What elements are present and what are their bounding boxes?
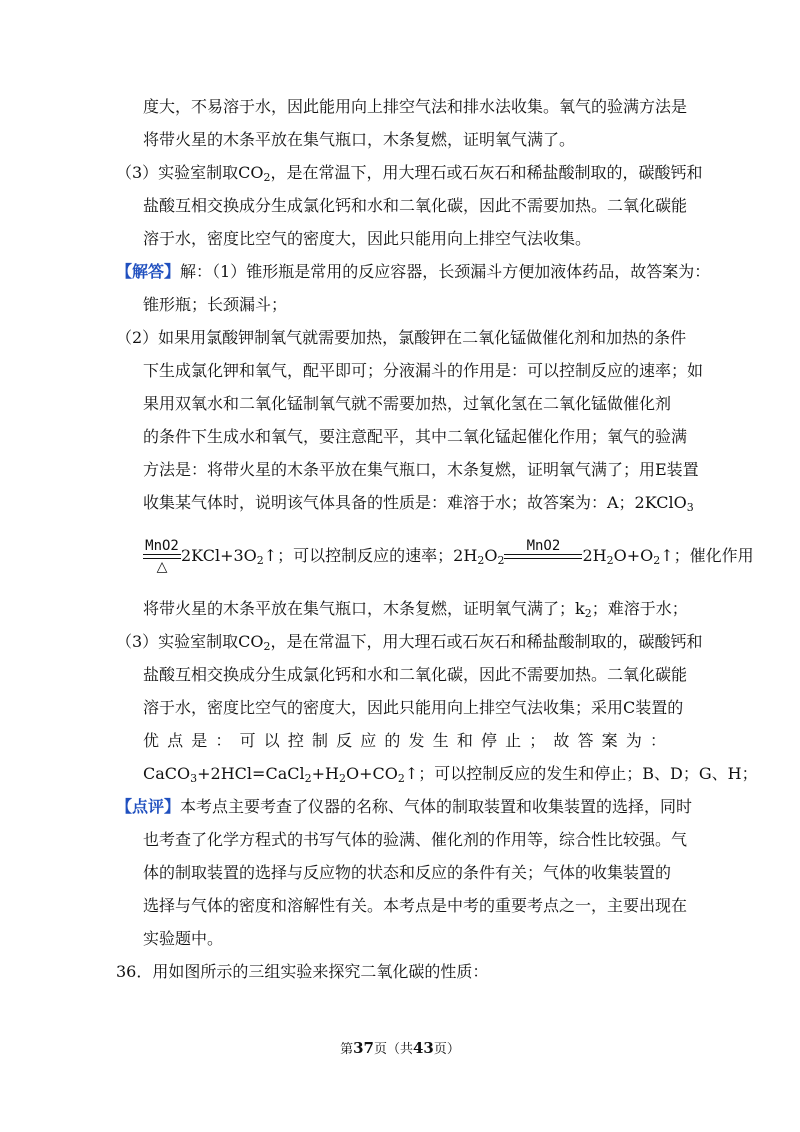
justified-char: 案 xyxy=(601,731,618,750)
text-span: CaCO xyxy=(143,764,191,783)
justified-char: 故 xyxy=(553,731,570,750)
justified-char: 反 xyxy=(336,731,353,750)
justified-char: 应 xyxy=(360,731,377,750)
subscript: 3 xyxy=(686,501,694,514)
text-span: O xyxy=(484,546,498,565)
subscript: 2 xyxy=(304,772,312,785)
subscript: 2 xyxy=(397,772,405,785)
justified-char: 控 xyxy=(287,731,304,750)
text-line: 盐酸互相交换成分生成氯化钙和水和二氧化碳，因此不需要加热。二氧化碳能 xyxy=(143,665,688,684)
text-line xyxy=(116,162,703,184)
text-span: ；难溶于水； xyxy=(591,599,688,618)
subscript: 2 xyxy=(263,171,271,184)
text-line: 也考查了化学方程式的书写气体的验满、催化剂的作用等，综合性比较强。气 xyxy=(143,830,688,849)
justified-char: ： xyxy=(215,731,232,750)
subscript: 2 xyxy=(606,554,614,567)
text-span: （3）实验室制取CO xyxy=(116,163,264,182)
text-line: 下生成氯化钾和氧气，配平即可；分液漏斗的作用是：可以控制反应的速率；如 xyxy=(143,361,704,380)
text-span: （3）实验室制取CO xyxy=(116,632,264,651)
text-span: O+CO xyxy=(345,764,398,783)
heat-symbol: △ xyxy=(156,559,168,575)
text-line: 度大，不易溶于水，因此能用向上排空气法和排水法收集。氧气的验满方法是 xyxy=(143,97,688,116)
footer-text: 页（共 xyxy=(373,1042,413,1057)
justified-text-line xyxy=(143,730,666,752)
text-line xyxy=(143,763,758,785)
justified-char: 生 xyxy=(432,731,449,750)
text-span: ，是在常温下，用大理石或石灰石和稀盐酸制取的，碳酸钙和 xyxy=(270,632,703,651)
subscript: 2 xyxy=(263,640,271,653)
justified-char: ： xyxy=(649,731,666,750)
subscript: 2 xyxy=(584,607,592,620)
justified-char: 和 xyxy=(456,731,473,750)
total-pages: 43 xyxy=(413,1039,434,1057)
comment-line xyxy=(116,796,692,818)
text-span: 本考点主要考查了仪器的名称、气体的制取装置和收集装置的选择，同时 xyxy=(180,797,693,816)
justified-char: ； xyxy=(529,731,546,750)
text-span: 解：（1）锥形瓶是常用的反应容器，长颈漏斗方便加液体药品，故答案为： xyxy=(180,262,711,281)
equation-line xyxy=(143,538,754,575)
footer-text: 页） xyxy=(433,1042,460,1057)
text-span: 2KCl+3O xyxy=(181,546,257,565)
text-line: 果用双氧水和二氧化锰制氧气就不需要加热，过氧化氢在二氧化锰做催化剂 xyxy=(143,394,672,413)
text-line: 方法是：将带火星的木条平放在集气瓶口，木条复燃，证明氧气满了；用E装置 xyxy=(143,460,699,479)
text-line: 溶于水，密度比空气的密度大，因此只能用向上排空气法收集。 xyxy=(143,229,592,248)
text-span: 将带火星的木条平放在集气瓶口，木条复燃，证明氧气满了；k xyxy=(143,599,585,618)
justified-char: 为 xyxy=(625,731,642,750)
justified-char: 停 xyxy=(480,731,497,750)
answer-tag: 【解答】 xyxy=(116,262,181,281)
page-footer xyxy=(0,1038,800,1057)
text-line xyxy=(143,598,688,620)
subscript: 2 xyxy=(477,554,485,567)
text-line: 选择与气体的密度和溶解性有关。本考点是中考的重要考点之一，主要出现在 xyxy=(143,896,688,915)
justified-char: 止 xyxy=(505,731,522,750)
justified-char: 优 xyxy=(143,731,160,750)
text-span: +H xyxy=(311,764,339,783)
catalyst-label: MnO2 xyxy=(145,538,179,554)
justified-char: 答 xyxy=(577,731,594,750)
text-span: 2H xyxy=(582,546,607,565)
text-span: +2HCl=CaCl xyxy=(197,764,305,783)
text-line: 溶于水，密度比空气的密度大，因此只能用向上排空气法收集；采用C装置的 xyxy=(143,698,684,717)
justified-char: 点 xyxy=(167,731,184,750)
reaction-condition xyxy=(504,538,582,575)
question-title: 36．用如图所示的三组实验来探究二氧化碳的性质： xyxy=(116,962,489,981)
justified-char: 以 xyxy=(263,731,280,750)
justified-char: 的 xyxy=(384,731,401,750)
justified-char: 制 xyxy=(311,731,328,750)
text-span: ↑；催化作用 xyxy=(660,546,754,565)
text-span: O+O xyxy=(613,546,654,565)
text-line: 将带火星的木条平放在集气瓶口，木条复燃，证明氧气满了。 xyxy=(143,130,576,149)
justified-char: 发 xyxy=(408,731,425,750)
text-line: （2）如果用氯酸钾制氧气就需要加热，氯酸钾在二氧化锰做催化剂和加热的条件 xyxy=(116,328,687,347)
catalyst-label: MnO2 xyxy=(526,538,561,554)
subscript: 2 xyxy=(338,772,346,785)
comment-tag: 【点评】 xyxy=(116,797,181,816)
page-number: 37 xyxy=(353,1039,374,1057)
footer-text: 第 xyxy=(340,1042,354,1057)
text-span: ↑；可以控制反应的发生和停止；B、D；G、H； xyxy=(404,764,758,783)
text-line: 的条件下生成水和氧气，要注意配平，其中二氧化锰起催化作用；氧气的验满 xyxy=(143,427,688,446)
justified-char: 是 xyxy=(191,731,208,750)
text-line: 锥形瓶；长颈漏斗； xyxy=(143,295,288,314)
text-line: 盐酸互相交换成分生成氯化钙和水和二氧化碳，因此不需要加热。二氧化碳能 xyxy=(143,196,688,215)
text-line xyxy=(116,631,703,653)
subscript: 3 xyxy=(190,772,198,785)
subscript: 2 xyxy=(256,554,264,567)
text-line: 体的制取装置的选择与反应物的状态和反应的条件有关；气体的收集装置的 xyxy=(143,863,672,882)
answer-line xyxy=(116,261,710,283)
justified-char: 可 xyxy=(239,731,256,750)
reaction-condition xyxy=(143,538,181,575)
subscript: 2 xyxy=(653,554,661,567)
text-span: ↑；可以控制反应的速率；2H xyxy=(263,546,478,565)
text-span: ，是在常温下，用大理石或石灰石和稀盐酸制取的，碳酸钙和 xyxy=(270,163,703,182)
text-line: 实验题中。 xyxy=(143,929,224,948)
text-span: 收集某气体时，说明该气体具备的性质是：难溶于水；故答案为：A；2KClO xyxy=(143,493,687,512)
text-line xyxy=(143,492,694,514)
subscript: 2 xyxy=(497,554,505,567)
